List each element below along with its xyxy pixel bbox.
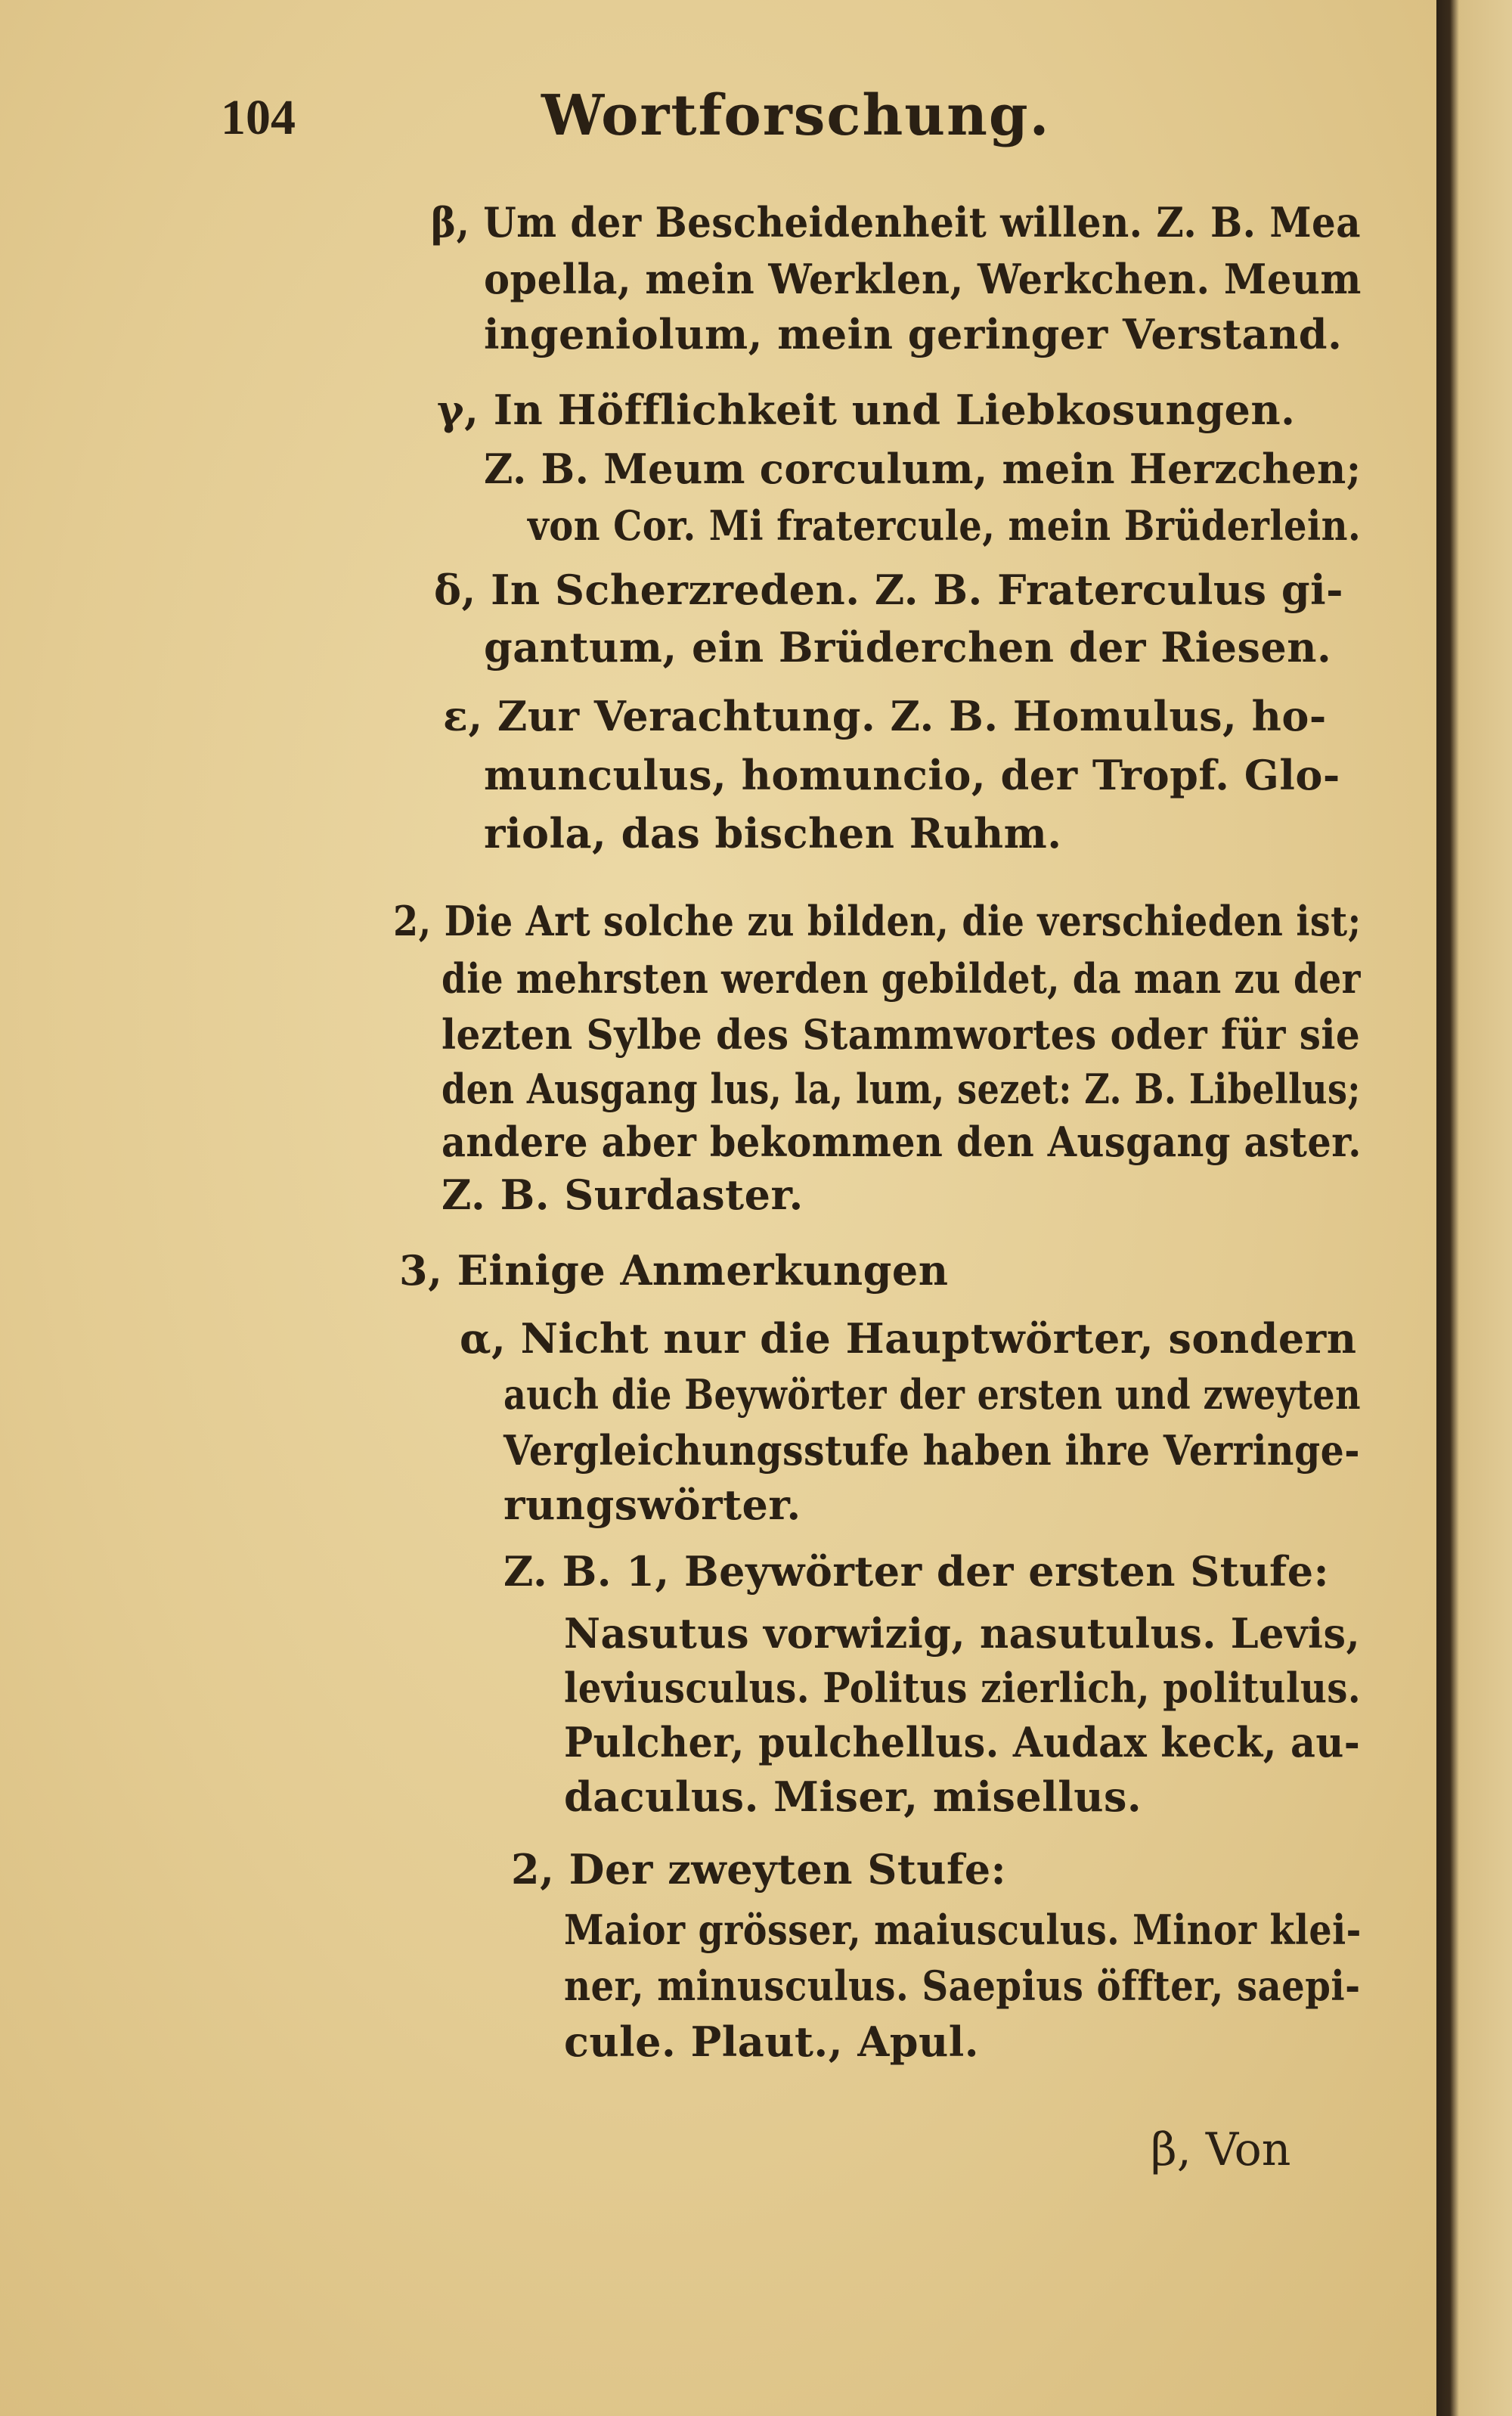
text-line: opella, mein Werklen, Werkchen. Meum <box>484 255 1362 303</box>
text-line: lezten Sylbe des Stammwortes oder für sie <box>442 1010 1361 1059</box>
book-binding-edge <box>1436 0 1512 2416</box>
text-line: δ, In Scherzreden. Z. B. Fraterculus gi- <box>434 566 1344 614</box>
text-line: 3, Einige Anmerkungen <box>399 1246 949 1295</box>
text-line: ε, Zur Verachtung. Z. B. Homulus, ho- <box>443 692 1327 740</box>
text-line: gantum, ein Brüderchen der Riesen. <box>484 623 1332 671</box>
text-line: cule. Plaut., Apul. <box>564 2017 980 2066</box>
text-line: auch die Beywörter der ersten und zweyten <box>503 1370 1361 1419</box>
text-line: α, Nicht nur die Hauptwörter, sondern <box>460 1314 1357 1363</box>
text-line: munculus, homuncio, der Tropf. Glo- <box>484 751 1340 799</box>
text-line: daculus. Miser, misellus. <box>564 1772 1142 1821</box>
text-line: ner, minusculus. Saepius öffter, saepi- <box>564 1962 1361 2010</box>
text-line: von Cor. Mi fratercule, mein Brüderlein. <box>528 501 1362 550</box>
catchword: β, Von <box>1151 2123 1291 2176</box>
text-line: 2, Die Art solche zu bilden, die verschieden ist; <box>393 897 1362 945</box>
text-line: Maior grösser, maiusculus. Minor klei- <box>564 1906 1362 1954</box>
text-line: den Ausgang lus, la, lum, sezet: Z. B. Libellus; <box>442 1065 1361 1113</box>
text-line: ingeniolum, mein geringer Verstand. <box>484 310 1343 358</box>
text-line: β, Um der Bescheidenheit willen. Z. B. Mea <box>431 198 1362 247</box>
running-header: Wortforschung. <box>541 83 1051 148</box>
text-line: 2, Der zweyten Stufe: <box>511 1845 1007 1893</box>
text-line: Nasutus vorwizig, nasutulus. Levis, <box>564 1609 1361 1658</box>
text-line: riola, das bischen Ruhm. <box>484 809 1062 858</box>
text-line: die mehrsten werden gebildet, da man zu der <box>442 954 1361 1003</box>
text-line: Vergleichungsstufe haben ihre Verringe- <box>503 1426 1360 1475</box>
text-line: leviusculus. Politus zierlich, politulus. <box>564 1664 1362 1712</box>
text-line: Z. B. 1, Beywörter der ersten Stufe: <box>503 1547 1330 1596</box>
text-line: andere aber bekommen den Ausgang aster. <box>442 1118 1362 1166</box>
text-line: Z. B. Surdaster. <box>442 1171 804 1219</box>
text-line: rungswörter. <box>503 1481 801 1529</box>
page-number: 104 <box>221 90 296 145</box>
text-line: γ, In Höfflichkeit und Liebkosungen. <box>437 386 1296 434</box>
text-line: Pulcher, pulchellus. Audax keck, au- <box>564 1718 1361 1766</box>
text-line: Z. B. Meum corculum, mein Herzchen; <box>484 445 1362 493</box>
